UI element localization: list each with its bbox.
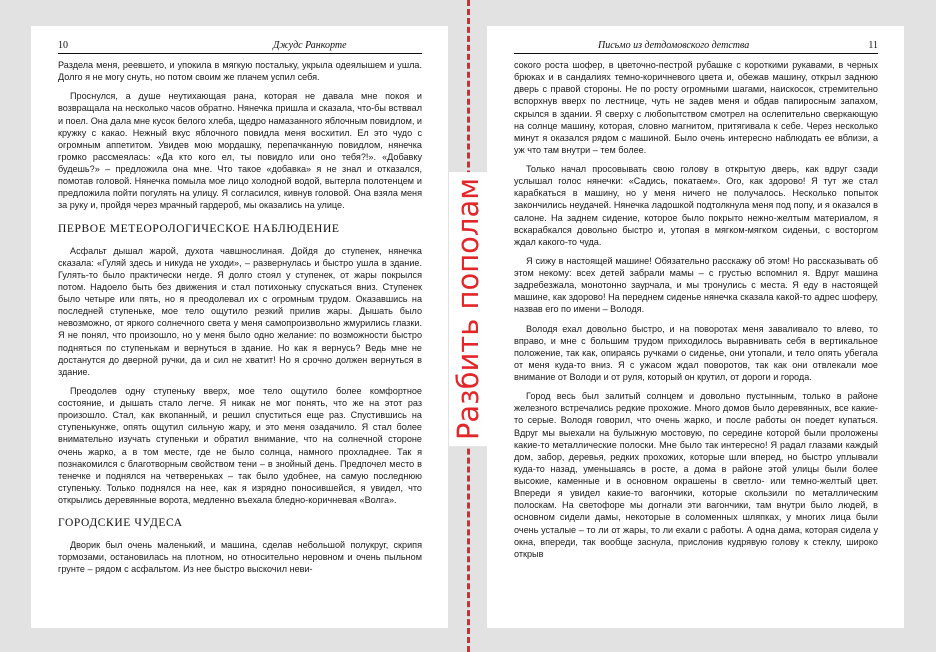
left-running-title: Джудс Ранкорте xyxy=(273,40,347,51)
right-page-number: 11 xyxy=(868,40,878,51)
left-page xyxy=(31,26,448,628)
paragraph: Только начал просовывать свою голову в открытую дверь, как вдруг сзади услышал голос нянечки: «Садись, покатаем». Ого, как здорово! Я тут же стал карабкаться в машину, но у меня ничего не получалось. Несколько попыток закончились неудачей. Нянечка ладошкой подтолкнула меня под попу, и я оказался в салоне. На заднем сидение, которое было покрыто нежно-желтым материалом, я вскарабкался довольно быстро и, утопая в мягком-мягком сиденьи, с восторгом ждал какого-то чуда. xyxy=(514,164,878,247)
left-page-text xyxy=(58,59,422,583)
paragraph: Преодолев одну ступеньку вверх, мое тело ощутило более комфортное состояние, и дышать стало легче. Я никак не мог понять, что же на этот раз произошло. Стал, как вкопанный, и решил спуститься еще раз. Спустившись на ступенькунже, опять ощутил сильную жару, и это меня озадачило. Я стал более внимательно изучать ступеньки и обратил внимание, что на солнечной стороне очень жарко, а в том месте, где не было солнца, намного прохладнее. Так я познакомился с благотворным свойством тени – в знойный день. Предпочел место в тенечке и поднялся на четвереньках – так было удобнее, на самую последнюю ступеньку. Только поднялся на нее, как я изрядно поносившейся, я увидел, что открылись деревянные ворота, медленно въехала бледно-коричневая «Волга». xyxy=(58,385,422,505)
split-label: Разбить пополам xyxy=(449,172,487,446)
paragraph: Раздела меня, реевшето, и упокила в мягкую постальку, укрыла одеялышем и ушла. Долго я не могу снуть, но потом своим же плачем успил себя. xyxy=(58,60,422,83)
section-heading: ГОРОДСКИЕ ЧУДЕСА xyxy=(58,517,183,530)
left-page-number: 10 xyxy=(58,40,68,51)
paragraph: Я сижу в настоящей машине! Обязательно расскажу об этом! Но рассказывать об этом некому: всех детей забрали мамы – с грустью вспомнил я. Вдруг машина задребезжала, монотонно заурчала, и мы тронулись с места. Я еду в настоящей машине, как здорово! На переднем сиденье нянечка сказала какой-то адрес шоферу, назвав его по имени – Володя. xyxy=(514,255,878,315)
right-running-head xyxy=(514,39,878,54)
paragraph: сокого роста шофер, в цветочно-пестрой рубашке с короткими рукавами, в черных брюках и в сандалиях темно-коричневого цвета и, обежав машину, открыл заднюю дверь с правой стороны. Не по росту огромными шагами, наискосок, стремительно вспорхнув вверх по лестнице, чуть не задев меня и обдав папиросным запахом, скрылся в здании. Я сверху с любопытством смотрел на ослепительно сверкающую на солнце машину, которая, словно магнитом, притягивала к себе. Через несколько минут я оказался рядом с машиной. Было очень интересно наблюдать ее вблизи, а уж что там внутри – тем более. xyxy=(514,60,878,155)
paragraph: Асфальт дышал жарой, духота чавшнослиная. Дойдя до ступенек, нянечка сказала: «Гуляй здесь и никуда не уходи», – развернулась и быстро ушла в здание. Гулять-то было практически негде. Я долго стоял у ступенек, от жары покрылся потом. Надоело быть без движения и стал потихоньку спускаться вниз. Ступенек было четыре или пять, но я преодолевал их с огромным трудом. Оказавшись на последней ступеньке, мое тело ощутило резкий прилив жары. Дышать было невозможно, от яркого солнечного света у меня самопроизвольно жмурились глазки. Я не понял, что произошло, но у меня было одно желание: по возможности быстро подняться по ступенькам и вернуться в здание. Но как я вернусь? Ведь мне не достанутся до дверной ручки, да и сил не хватит! Но я срочно должен вернуться в здание. xyxy=(58,245,422,377)
paragraph: Володя ехал довольно быстро, и на поворотах меня заваливало то влево, то вправо, и мне с большим трудом приходилось выравнивать себя в вертикальное положение, так как, опираясь ручками о сиденье, они утопали, и тело опять убегала от меня куда-то вниз. Я с ужасом ждал поворотов, так как они отвлекали мое внимание от Володи и от руля, который он крутил, от дороги и города. xyxy=(514,323,878,382)
right-page-text xyxy=(514,59,878,567)
paragraph: Проснулся, а душе неутихающая рана, которая не давала мне покоя и возвращала на несколько часов обратно. Нянечка пришла и сказала, что-бы встввал и поел. Она дала мне кусок белого хлеба, щедро намазанного яблочным повидлом, и кружку с какао. Нежный вкус яблочного повидла меня восхитил. Ел это чудо с огромным аппетитом. Увидев мою мордашку, перепачканную повидлом, нянечка громко рассмеялась: «Да кто кого ел, ты повидло или оно тебя?!». «Добавку будешь?» – предложила она мне. Что такое «добавка» я не знал и отказался, помотав головой. Нянечка помыла мое лицо холодной водой, вытерла полотенцем и предложила пойти погулять на улицу. Я согласился, кивнув головой. Она взяла меня за руку и, пройдя через мрачный гардероб, мы оказались на улице. xyxy=(58,91,422,211)
section-heading: ПЕРВОЕ МЕТЕОРОЛОГИЧЕСКОЕ НАБЛЮДЕНИЕ xyxy=(58,222,340,235)
paragraph: Город весь был залитый солнцем и довольно пустынным, только в районе железного встречались редкие прохожие. Много домов было деревянных, все какие-то серые. Володя говорил, что очень жарко, и после работы он поедет купаться. Вдруг мы выехали на булыжную мостовую, по середине которой были проложены какие-то металлические полоски. Мне было так интересно! Я радал глазами каждый дом, забор, деревья, редких прохожих, которые шли вперед, но быстро уплывали куда-то назад, уменьшаясь в росте, а дома в районе этой улицы были более высокие, каменные и в основном окрашены в светло- или темно-желтый цвет. Впереди я увидел какие-то вагончики, которые скользили по металлическим полоскам. На светофоре мы догнали эти вагончики, там внутри было людей, в основном сидели дамы, некоторые в соломенных шляпках, у многих лица были очень усталые – то ли от жары, то ли ехали с работы. А одна дама, которая сидела у окна, впереди, так вообще заснула, прислонив кудрявую голову к стеклу, широко открыв xyxy=(514,391,878,559)
right-page xyxy=(487,26,904,628)
left-running-head xyxy=(58,39,422,54)
right-running-title: Письмо из детдомовского детства xyxy=(598,40,750,51)
paragraph: Дворик был очень маленький, и машина, сделав небольшой полукруг, скрипя тормозами, остановилась на плотном, но относительно неровном и очень пыльном грунте – рядом с асфальтом. Из нее быстро выскочил неви- xyxy=(58,540,422,575)
